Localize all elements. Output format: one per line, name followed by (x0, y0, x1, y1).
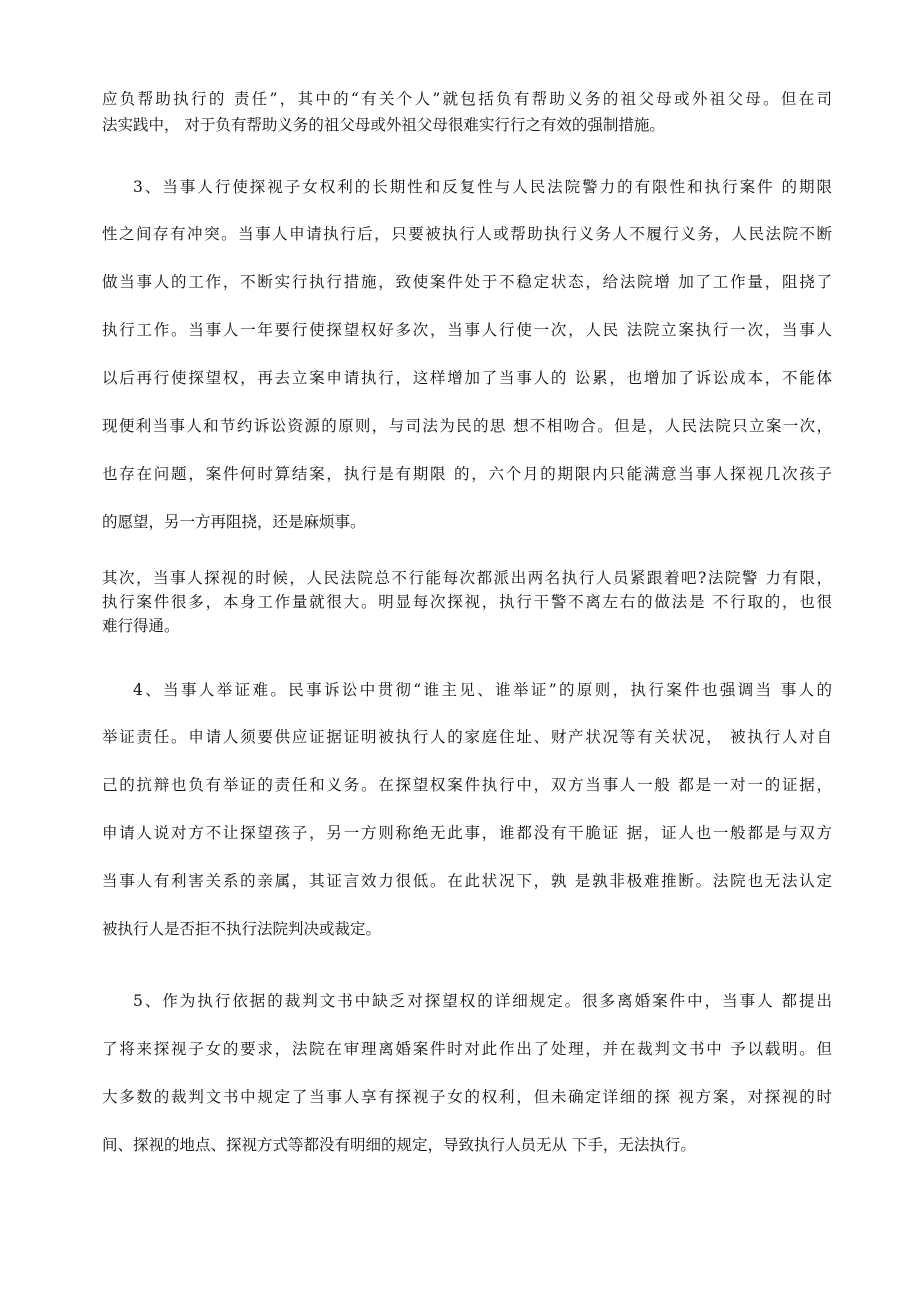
text-line: 的愿望，另一方再阻挠，还是麻烦事。 (102, 513, 366, 531)
text-line: 也存在问题，案件何时算结案，执行是有期限 的，六个月的期限内只能满意当事人探视几次孩子 (102, 465, 832, 483)
text-line: 举证责任。申请人须要供应证据证明被执行人的家庭住址、财产状况等有关状况， 被执行人对自 (102, 728, 832, 746)
text-line: 难行得通。 (102, 617, 180, 635)
text-line: 间、探视的地点、探视方式等都没有明细的规定，导致执行人员无从 下手，无法执行。 (102, 1136, 696, 1154)
text-line: 被执行人是否拒不执行法院判决或裁定。 (102, 920, 382, 938)
text-line: 其次，当事人探视的时候，人民法院总不行能每次都派出两名执行人员紧跟着吧?法院警 力有限， (102, 569, 832, 587)
text-line: 了将来探视子女的要求，法院在审理离婚案件时对此作出了处理，并在裁判文书中 予以载明。但 (102, 1040, 832, 1058)
text-line: 法实践中， 对于负有帮助义务的祖父母或外祖父母很难实行行之有效的强制措施。 (102, 116, 665, 134)
text-line: 现便利当事人和节约诉讼资源的原则，与司法为民的思 想不相吻合。但是，人民法院只立案一次， (102, 417, 832, 435)
text-line: 3、当事人行使探视子女权利的长期性和反复性与人民法院警力的有限性和执行案件 的期限 (133, 178, 832, 196)
text-line: 5、作为执行依据的裁判文书中缺乏对探望权的详细规定。很多离婚案件中，当事人 都提出 (133, 992, 832, 1010)
text-line: 执行案件很多，本身工作量就很大。明显每次探视，执行干警不离左右的做法是 不行取的，也很 (102, 593, 832, 611)
text-line: 做当事人的工作，不断实行执行措施，致使案件处于不稳定状态，给法院增 加了工作量，阻挠了 (102, 273, 832, 291)
text-line: 4、当事人举证难。民事诉讼中贯彻“谁主见、谁举证”的原则，执行案件也强调当 事人的 (133, 681, 832, 699)
text-line: 执行工作。当事人一年要行使探望权好多次，当事人行使一次，人民 法院立案执行一次，当事人 (102, 321, 832, 339)
text-line: 应负帮助执行的 责任”，其中的“有关个人”就包括负有帮助义务的祖父母或外祖父母。但在司 (102, 90, 832, 108)
text-line: 当事人有利害关系的亲属，其证言效力很低。在此状况下，孰 是孰非极难推断。法院也无法认定 (102, 872, 832, 890)
text-line: 申请人说对方不让探望孩子，另一方则称绝无此事，谁都没有干脆证 据，证人也一般都是与双方 (102, 824, 832, 842)
text-line: 性之间存有冲突。当事人申请执行后，只要被执行人或帮助执行义务人不履行义务，人民法院不断 (102, 225, 832, 243)
text-line: 以后再行使探望权，再去立案申请执行，这样增加了当事人的 讼累，也增加了诉讼成本，不能体 (102, 369, 832, 387)
text-line: 己的抗辩也负有举证的责任和义务。在探望权案件执行中，双方当事人一般 都是一对一的证据， (102, 776, 832, 794)
text-line: 大多数的裁判文书中规定了当事人享有探视子女的权利，但未确定详细的探 视方案，对探视的时 (102, 1088, 832, 1106)
